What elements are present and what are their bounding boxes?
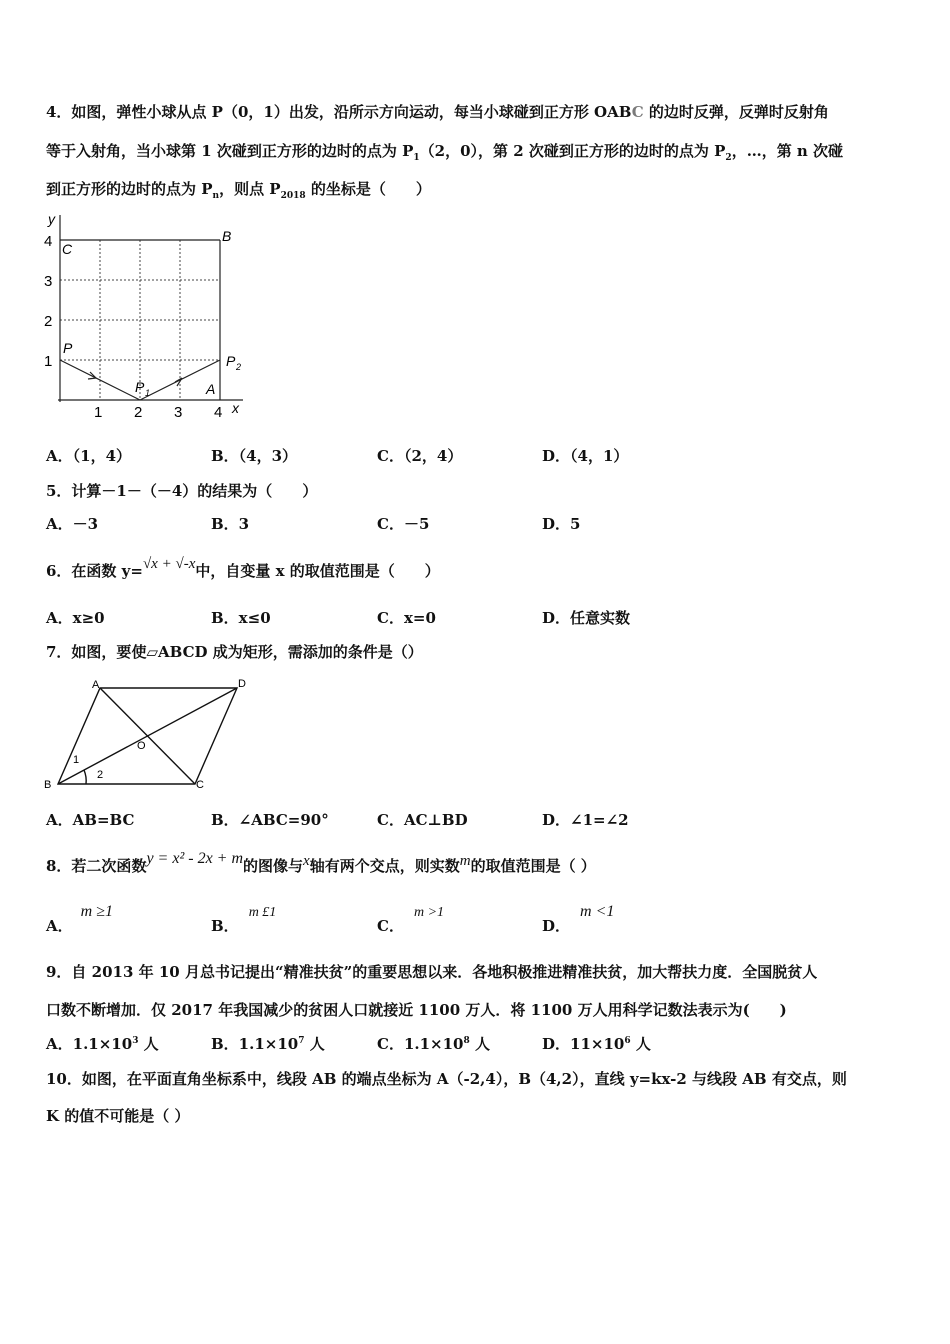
angle-1: 1: [73, 754, 80, 766]
y-tick: 2: [44, 313, 53, 330]
label-O: O: [137, 740, 146, 752]
y-tick: 4: [44, 233, 53, 250]
label-P: P: [63, 340, 73, 356]
label-P2-sub: 2: [236, 362, 242, 372]
x-tick: 2: [134, 404, 143, 420]
label-P2: P: [226, 353, 236, 369]
x-tick: 3: [174, 404, 183, 420]
q6-option-b[interactable]: B．x≤0: [211, 609, 271, 627]
q7-option-c[interactable]: C．AC⊥BD: [377, 811, 468, 829]
label-C: C: [196, 779, 204, 791]
axis-y-label: y: [48, 211, 55, 227]
label-A: A: [206, 381, 216, 397]
q8-option-b[interactable]: B．m £1: [211, 905, 277, 935]
q8-text: 8．若二次函数y = x² - 2x + m的图像与x轴有两个交点，则实数m的取值范围是（ ）: [46, 850, 596, 875]
q5-option-c[interactable]: C．－5: [377, 515, 430, 533]
q6-option-a[interactable]: A．x≥0: [46, 609, 105, 627]
q9-line1: 9．自 2013 年 10 月总书记提出“精准扶贫”的重要思想以来．各地积极推进精准扶贫，加大帮扶力度．全国脱贫人: [46, 963, 818, 981]
q9-option-b[interactable]: B．$1.1\times 10^7$ 人: [211, 1035, 325, 1053]
q8-formula: y = x² - 2x + m: [146, 850, 244, 867]
y-tick: 3: [44, 273, 53, 290]
q4-option-a[interactable]: A．（1，4）: [46, 447, 132, 465]
label-B: B: [222, 228, 232, 244]
q4-figure: [38, 210, 253, 420]
label-C: C: [62, 241, 73, 257]
q5-option-a[interactable]: A．－3: [46, 515, 99, 533]
q7-option-d[interactable]: D．∠1=∠2: [542, 811, 629, 829]
q7-option-a[interactable]: A．AB=BC: [46, 811, 135, 829]
q6-text: 6．在函数 y=√x + √-x中，自变量 x 的取值范围是（ ）: [46, 556, 440, 580]
diagonal-BD: [58, 688, 237, 784]
q4-line3: 到正方形的边时的点为 $P_n$，则点 $P_{2018}$ 的坐标是（ ）: [46, 180, 431, 201]
angle-2: 2: [97, 769, 104, 781]
label-P1-sub: 1: [145, 388, 151, 398]
label-P1: P: [135, 379, 145, 395]
q7-option-b[interactable]: B．∠ABC=90°: [211, 811, 329, 829]
q9-option-c[interactable]: C．$1.1\times 10^8$ 人: [377, 1035, 490, 1053]
q6-option-d[interactable]: D．任意实数: [542, 609, 631, 627]
q10-line2: K 的值不可能是（ ）: [46, 1107, 190, 1125]
angle-arc: [84, 770, 86, 784]
q8-option-c[interactable]: C．m >1: [377, 905, 445, 935]
label-D: D: [238, 678, 246, 690]
q5-text: 5．计算－1－（－4）的结果为（ ）: [46, 482, 318, 500]
x-tick: 4: [214, 404, 223, 420]
q9-option-d[interactable]: D．$11\times 10^6$ 人: [542, 1035, 651, 1053]
q8-option-a[interactable]: A．m ≥1: [46, 903, 113, 935]
q5-option-d[interactable]: D．5: [542, 515, 581, 533]
q5-option-b[interactable]: B．3: [211, 515, 250, 533]
q6-formula: √x + √-x: [142, 556, 196, 572]
y-tick: 1: [44, 353, 53, 370]
q4-option-b[interactable]: B．（4，3）: [211, 447, 298, 465]
label-A: A: [92, 679, 100, 691]
q8-option-d[interactable]: D．m <1: [542, 903, 615, 935]
q10-line1: 10．如图，在平面直角坐标系中，线段 AB 的端点坐标为 A（-2,4），B（4,2），直线 y=kx-2 与线段 AB 有交点，则: [46, 1070, 847, 1088]
q4-line2: 等于入射角，当小球第 1 次碰到正方形的边时的点为 $P_1(2$，0），第 2 次碰到正方形的边时的点为 $P_2$，…，第 n 次碰: [46, 142, 844, 163]
q9-option-a[interactable]: A．$1.1\times 10^3$ 人: [46, 1035, 159, 1053]
q7-figure: [40, 674, 255, 796]
q9-line2: 口数不断增加．仅 2017 年我国减少的贫困人口就接近 1100 万人．将 1100 万人用科学记数法表示为( ): [46, 1001, 787, 1019]
x-tick: 1: [94, 404, 103, 420]
label-B: B: [44, 779, 52, 791]
q7-text: 7．如图，要使▱ABCD 成为矩形，需添加的条件是（）: [46, 643, 423, 661]
q4-option-d[interactable]: D．（4，1）: [542, 447, 629, 465]
q4-option-c[interactable]: C．（2，4）: [377, 447, 463, 465]
arrow-2: [175, 378, 182, 386]
q4-line1: 4．如图，弹性小球从点 P（0，1）出发，沿所示方向运动，每当小球碰到正方形 OABC 的边时反弹，反弹时反射角: [46, 103, 829, 121]
axis-x-label: x: [232, 400, 239, 416]
q6-option-c[interactable]: C．x=0: [377, 609, 436, 627]
